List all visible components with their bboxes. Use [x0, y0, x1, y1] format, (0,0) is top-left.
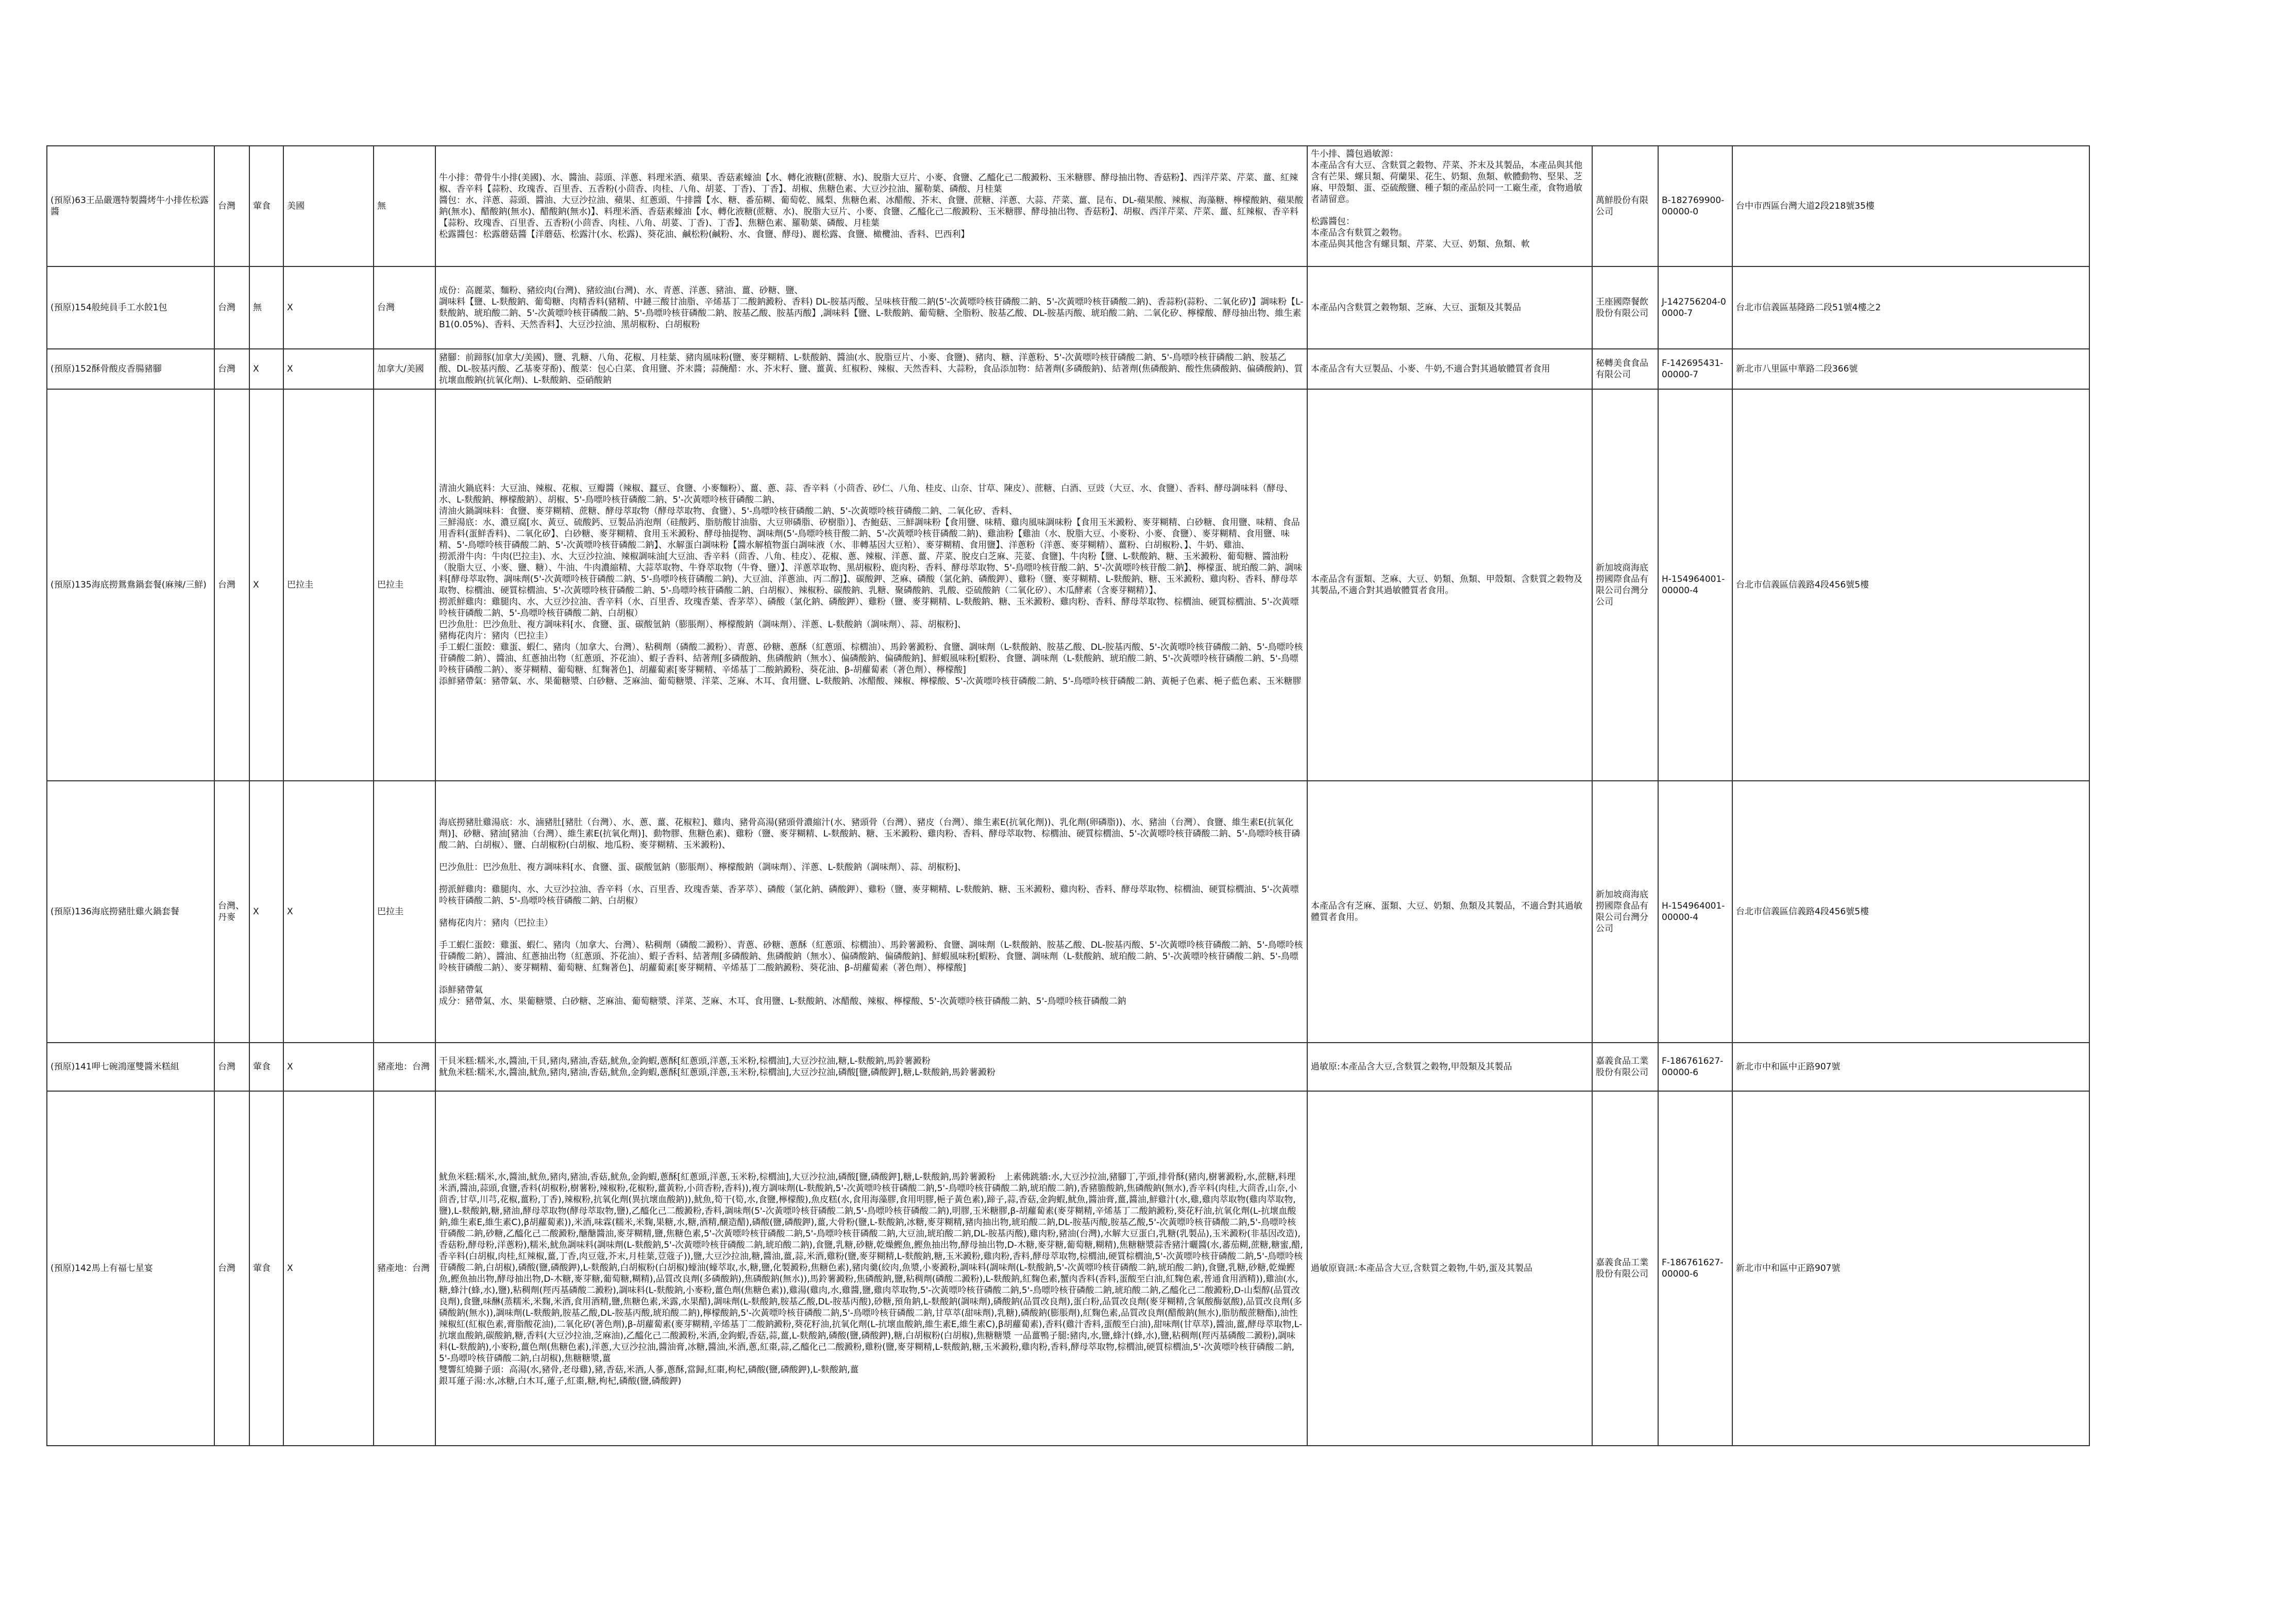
ingredient-paragraph: 醬包：水、洋蔥、蒜頭、醬油、大豆沙拉油、蘋果、紅蔥頭、牛排醬【水、糖、番茄糊、葡萄乾、鳳梨、焦糖色素、冰醋酸、芥末、食鹽、蔗糖、洋蔥、大蒜、芹菜、薑、昆布、DL-蘋果酸、辣椒、海藻糖、檸檬酸鈉、蘋果酸鈉(無水)、醋酸鈉(無水)、醋酸鈉(無水)】、料理米酒、香菇素蠔油【水、轉化液糖(蔗糖、水)、脫脂大豆片、小麥、食鹽、乙醯化己二酸澱粉、玉米糖膠、酵母抽出物、香菇粉】、胡椒、西洋芹菜、芹菜、薑、紅辣椒、香辛料【蒜粉、玫瑰香、百里香、五香粉(小茴香、肉桂、八角、胡荽、丁香)、丁香】、焦糖色素、羅勒葉、磷酸、月桂葉 — [439, 195, 1304, 228]
origin-cell: 台灣 — [214, 349, 249, 389]
table-row — [47, 1043, 2089, 1091]
address-cell: 台北市信義區信義路4段456號5樓 — [1732, 389, 2089, 781]
meat-origin-cell: 加拿大/美國 — [374, 349, 435, 389]
product-name-cell: (預原)142馬上有福七星宴 — [47, 1091, 214, 1446]
allergen-cell — [1307, 1091, 1592, 1446]
meat-origin-cell: 巴拉圭 — [374, 389, 435, 781]
allergen-line: 過敏原資訊:本產品含大豆,含麩質之穀物,牛奶,蛋及其製品 — [1311, 1263, 1532, 1274]
diet-cell: 葷食 — [249, 1091, 283, 1446]
ingredient-paragraph: 成分：豬帶氣、水、果葡糖漿、白砂糖、芝麻油、葡萄糖漿、洋菜、芝麻、木耳、食用鹽、L-麩酸鈉、冰醋酸、辣椒、檸檬酸、5'-次黃嘌呤核苷磷酸二鈉、5'-鳥嘌呤核苷磷酸二鈉 — [439, 996, 1126, 1007]
data-table — [46, 145, 2090, 1446]
table-row — [47, 1091, 2089, 1446]
ingredient-paragraph: 干貝米糕:糯米,水,醬油,干貝,豬肉,豬油,香菇,魷魚,金鉤蝦,蔥酥[紅蔥頭,洋蔥,玉米粉,棕櫚油],大豆沙拉油,糖,L-麩酸鈉,馬鈴薯澱粉 — [439, 1056, 931, 1066]
origin-cell: 台灣 — [214, 1091, 249, 1446]
origin-cell: 台灣 — [214, 1043, 249, 1091]
allergen-cell — [1307, 266, 1592, 349]
registration-number-cell: H-154964001-00000-4 — [1658, 389, 1732, 781]
ingredients-cell — [435, 781, 1307, 1043]
ingredient-paragraph: 海底撈豬肚雞湯底：水、滷豬肚[豬肚（台灣）、水、蔥、薑、花椒粒]、雞肉、豬骨高湯(豬頭骨濃縮汁(水、豬頭骨（台灣）、豬皮（台灣）、維生素E(抗氧化劑))、乳化劑(卵磷脂))、水、豬油（台灣）、食鹽、維生素E(抗氧化劑)]、砂糖、豬油[豬油（台灣）、維生素E(抗氧化劑)]、動物膠、焦糖色素)、雞粉（鹽、麥芽糊精、L-麩酸鈉、糖、玉米澱粉、雞肉粉、香料、酵母萃取物、棕櫚油、硬質棕櫚油、5'-次黃嘌呤核苷磷酸二鈉、5'-鳥嘌呤核苷磷酸二鈉、白胡椒）、鹽、白胡椒粉(白胡椒、地瓜粉、麥芽糊精、玉米澱粉)、 — [439, 817, 1301, 850]
table-row — [47, 349, 2089, 389]
meat-origin-cell: 無 — [374, 146, 435, 266]
allergen-line: 本產品含有麩質之穀物。 — [1311, 228, 1407, 238]
company-cell: 王座國際餐飲股份有限公司 — [1592, 266, 1658, 349]
ingredient-paragraph: 松露醬包：松露蘑菇醬【洋蘑菇、松露汁(水、松露)、葵花油、鹹松粉(鹹粉、水、食鹽、酵母)、麗松露、食鹽、橄欖油、香料、巴西利】 — [439, 229, 970, 240]
ingredient-paragraph — [439, 1161, 1304, 1171]
registration-number-cell: H-154964001-00000-4 — [1658, 781, 1732, 1043]
allergen-line: 本產品含有蛋類、芝麻、大豆、奶類、魚類、甲殼類、含麩質之穀物及其製品,不適合對其過敏體質者食用。 — [1311, 574, 1582, 596]
meat-origin-cell: 巴拉圭 — [374, 781, 435, 1043]
ingredient-paragraph: 撈派鮮雞肉：雞腿肉、水、大豆沙拉油、香辛料（水、百里香、玫瑰香葉、香茅萃）、磷酸（氯化鈉、磷酸鉀）、雞粉（鹽、麥芽糊精、L-麩酸鈉、糖、玉米澱粉、雞肉粉、香料、酵母萃取物、棕櫚油、硬質棕櫚油、5'-次黃嘌呤核苷磷酸二鈉、5'-鳥嘌呤核苷磷酸二鈉、白胡椒） — [439, 884, 1299, 906]
registration-number-cell: F-186761627-00000-6 — [1658, 1091, 1732, 1446]
allergen-line: 松露醬包： — [1311, 216, 1355, 227]
table-body — [47, 146, 2089, 1446]
allergen-line: 本產品含有芝麻、蛋類、大豆、奶類、魚類及其製品，不適合對其過敏體質者食用。 — [1311, 901, 1582, 923]
diet-cell: X — [249, 389, 283, 781]
product-name-cell: (預原)136海底撈豬肚雞火鍋套餐 — [47, 781, 214, 1043]
company-cell: 秘轉美食食品有限公司 — [1592, 349, 1658, 389]
diet-cell: X — [249, 349, 283, 389]
ingredient-paragraph — [439, 873, 1304, 884]
company-cell: 嘉義食品工業股份有限公司 — [1592, 1091, 1658, 1446]
ingredients-cell — [435, 146, 1307, 266]
allergen-line: 本產品含有大豆、含麩質之穀物、芹菜、芥末及其製品，本產品與其他含有芒果、螺貝類、荷蘭果、花生、奶類、魚類、軟體動物、堅果、芝麻、甲殼類、蛋、亞硫酸鹽、種子類的產品於同一工廠生產，食物過敏者請留意。 — [1311, 160, 1582, 205]
ingredient-paragraph: 手工蝦仁蛋餃：雞蛋、蝦仁、豬肉（加拿大、台灣）、粘稠劑（磷酸二澱粉）、青蔥、砂糖、蔥酥（紅蔥頭、棕櫚油）、馬鈴薯澱粉、食鹽、調味劑（L-麩酸鈉、胺基乙酸、DL-胺基丙酸、5'-次黃嘌呤核苷磷酸二鈉、5'-鳥嘌呤核苷磷酸二鈉）、醬油、紅蔥抽出物（紅蔥頭、芥花油）、蝦子香料、結著劑[多磷酸鈉、焦磷酸鈉（無水）、偏磷酸鈉、偏磷酸鈉]、鮮蝦風味粉[蝦粉、食鹽、調味劑（L-麩酸鈉、琥珀酸二鈉、5'-次黃嘌呤核苷磷酸二鈉、5'-鳥嘌呤核苷磷酸二鈉）、麥芽糊精、葡萄糖、紅麴著色]、胡蘿蔔素[麥芽糊精、辛烯基丁二酸鈉澱粉、葵花油、β-胡蘿蔔素（著色劑）、檸檬酸] — [439, 940, 1303, 973]
origin-material-cell: X — [283, 266, 374, 349]
origin-cell: 台灣 — [214, 389, 249, 781]
product-name-cell: (預原)63王品嚴選特製醬烤牛小排佐松露醬 — [47, 146, 214, 266]
meat-origin-cell: 豬產地：台灣 — [374, 1043, 435, 1091]
allergen-cell — [1307, 1043, 1592, 1091]
origin-cell: 台灣 — [214, 146, 249, 266]
ingredients-cell — [435, 1091, 1307, 1446]
origin-material-cell: X — [283, 1091, 374, 1446]
company-cell: 新加坡商海底撈國際食品有限公司台灣分公司 — [1592, 389, 1658, 781]
diet-cell: 葷食 — [249, 1043, 283, 1091]
ingredient-paragraph: 銀耳蓮子湯:水,冰糖,白木耳,蓮子,紅棗,糖,枸杞,磷酸(鹽,磷酸鉀) — [439, 1376, 682, 1386]
ingredient-paragraph: 添鮮豬帶氣：豬帶氣、水、果葡糖漿、白砂糖、芝麻油、葡萄糖漿、洋菜、芝麻、木耳、食用鹽、L-麩酸鈉、冰醋酸、辣椒、檸檬酸、5'-次黃嘌呤核苷磷酸二鈉、5'-鳥嘌呤核苷磷酸二鈉、黃梔子色素、梔子藍色素、玉米糖膠 — [439, 676, 1302, 687]
allergen-line: 本產品含有大豆製品、小麥、牛奶,不適合對其過敏體質者食用 — [1311, 364, 1550, 374]
registration-number-cell: J-142756204-00000-7 — [1658, 266, 1732, 349]
ingredient-paragraph — [439, 929, 1304, 940]
table-row — [47, 389, 2089, 781]
ingredient-paragraph: 巴沙魚肚：巴沙魚肚、複方調味料[水、食鹽、蛋、碳酸氫鈉（膨脹劑）、檸檬酸鈉（調味劑）、洋蔥、L-麩酸鈉（調味劑）、蒜、胡椒粉]、 — [439, 620, 967, 630]
ingredient-paragraph: 手工蝦仁蛋餃：雞蛋、蝦仁、豬肉（加拿大、台灣）、粘稠劑（磷酸二澱粉）、青蔥、砂糖、蔥酥（紅蔥頭、棕櫚油）、馬鈴薯澱粉、食鹽、調味劑（L-麩酸鈉、胺基乙酸、DL-胺基丙酸、5'-次黃嘌呤核苷磷酸二鈉、5'-鳥嘌呤核苷磷酸二鈉）、醬油、紅蔥抽出物（紅蔥頭、芥花油）、蝦子香料、結著劑[多磷酸鈉、焦磷酸鈉（無水）、偏磷酸鈉、偏磷酸鈉]、鮮蝦風味粉[蝦粉、食鹽、調味劑（L-麩酸鈉、琥珀酸二鈉、5'-次黃嘌呤核苷磷酸二鈉、5'-鳥嘌呤核苷磷酸二鈉）、麥芽糊精、葡萄糖、紅麴著色]、胡蘿蔔素[麥芽糊精、辛烯基丁二酸鈉澱粉、葵花油、β-胡蘿蔔素（著色劑）、檸檬酸] — [439, 642, 1303, 675]
address-cell: 台北市信義區基隆路二段51號4樓之2 — [1732, 266, 2089, 349]
ingredient-paragraph: 豬梅花肉片：豬肉（巴拉圭） — [439, 917, 553, 928]
ingredient-paragraph: 三鮮湯底：水、濃豆腐[水、黃豆、硫酸鈣、豆製品消泡劑（硅酸鈣、脂肪酸甘油脂、大豆卵磷脂、矽樹脂）]、杏鮑菇、三鮮調味粉【食用鹽、味精、雞肉風味調味粉【食用玉米澱粉、麥芽糊精、白砂糖、食用鹽、味精、食品用香料(蛋鮮香料)、二氧化矽】、白砂糖、麥芽糊精、食用玉米澱粉、酵母抽提物、調味劑(5'-鳥嘌呤核苷酸二鈉、5'-次黃嘌呤核苷磷酸二鈉)、雞油粉【雞油（水、脫脂大豆、小麥粉、小麥、食鹽）、麥芽糊精、食用鹽、味精、5'-鳥嘌呤核苷磷酸二鈉、5'-次黃嘌呤核苷磷酸二鈉】、水解蛋白調味粉【醬水解植物蛋白調味液（水、非轉基因大豆粕）、麥芽糊精、食用鹽】、洋蔥粉（洋蔥、麥芽糊精）、薑粉、白胡椒粉、】、牛奶、雞油、 — [439, 517, 1300, 550]
allergen-line: 本產品內含麩質之穀物類、芝麻、大豆、蛋類及其製品 — [1311, 303, 1521, 313]
ingredient-paragraph: 雙響紅燒獅子頭：高湯(水,豬骨,老母雞),豬,香菇,米酒,人蔘,蔥酥,當歸,紅棗,枸杞,磷酸(鹽,磷酸鉀),L-麩酸鈉,薑 — [439, 1365, 859, 1375]
allergen-line: 過敏原:本產品含大豆,含麩質之穀物,甲殼類及其製品 — [1311, 1062, 1512, 1072]
ingredient-paragraph: 添鮮豬帶氣 — [439, 984, 483, 995]
ingredient-paragraph: 撈派鮮雞肉：雞腿肉、水、大豆沙拉油、香辛料（水、百里香、玫瑰香葉、香茅萃）、磷酸（氯化鈉、磷酸鉀）、雞粉（鹽、麥芽糊精、L-麩酸鈉、糖、玉米澱粉、雞肉粉、香料、酵母萃取物、棕櫚油、硬質棕櫚油、5'-次黃嘌呤核苷磷酸二鈉、5'-鳥嘌呤核苷磷酸二鈉、白胡椒） — [439, 597, 1299, 618]
product-name-cell: (預原)135海底撈鴛鴦鍋套餐(麻辣/三鮮) — [47, 389, 214, 781]
ingredient-paragraph — [439, 974, 1304, 984]
ingredients-cell — [435, 349, 1307, 389]
origin-material-cell: 巴拉圭 — [283, 389, 374, 781]
address-cell: 新北市中和區中正路907號 — [1732, 1091, 2089, 1446]
address-cell: 台北市信義區信義路4段456號5樓 — [1732, 781, 2089, 1043]
ingredient-paragraph: 清油火鍋調味料：食鹽、麥芽糊精、蔗糖、酵母萃取物（酵母萃取物、食鹽）、5'-鳥嘌呤核苷磷酸二鈉、5'-次黃嘌呤核苷磷酸二鈉、二氧化矽、香料、 — [439, 506, 1018, 516]
origin-material-cell: 美國 — [283, 146, 374, 266]
allergen-line — [1311, 205, 1589, 216]
origin-material-cell: X — [283, 1043, 374, 1091]
ingredient-paragraph: 牛小排：帶骨牛小排(美國)、水、醬油、蒜頭、洋蔥、料理米酒、蘋果、香菇素蠔油【水、轉化液糖(蔗糖、水)、脫脂大豆片、小麥、食鹽、乙醯化己二酸澱粉、玉米糖膠、酵母抽出物、香菇粉】、西洋芹菜、芹菜、薑、紅辣椒、香辛料【蒜粉、玫瑰香、百里香、五香粉(小茴香、肉桂、八角、胡荽、丁香)、丁香】、胡椒、焦糖色素、大豆沙拉油、羅勒葉、磷酸、月桂葉 — [439, 173, 1298, 194]
ingredient-paragraph — [439, 851, 1304, 862]
ingredient-paragraph: 魷魚米糕:糯米,水,醬油,魷魚,豬肉,豬油,香菇,魷魚,金鉤蝦,蔥酥[紅蔥頭,洋蔥,玉米粉,棕櫚油],大豆沙拉油,磷酸[鹽,磷酸鉀],糖,L-麩酸鈉,馬鈴薯澱粉 上素佛跳牆:水,大豆沙拉油,豬腳丁,芋頭,排骨酥(豬肉,樹薯澱粉,水,蔗糖,料理米酒,醬油,蒜頭,食鹽,香料(胡椒粉,樹薯粉,辣椒粉,花椒粉,薑黃粉,小茴香粉,香料)),複方調味劑(L-麩酸鈉,5'-次黃嘌呤核苷磷酸二鈉,5'-鳥嘌呤核苷磷酸二鈉,琥珀酸二鈉),香豬膽酸鈉,焦磷酸鈉(無水),香辛料(肉桂,大茴香,山奈,小茴香,甘草,川芎,花椒,薑粉,丁香),辣椒粉,抗氧化劑(異抗壞血酸鈉)),魷魚,筍干(筍,水,食鹽,檸檬酸),魚皮糕(水,食用海藻膠,食用明膠,梔子黃色素),蹄子,蒜,香菇,金鉤蝦,魷魚,醬油膏,薑,醬油,鮮雞汁(水,雞,雞肉萃取物(雞肉萃取物,鹽),L-麩酸鈉,糖,豬油,酵母萃取物(酵母萃取物,鹽),乙醯化己二酸澱粉,香料,調味劑(5'-次黃嘌呤核苷磷酸二鈉,5'-鳥嘌呤核苷磷酸二鈉),明膠,玉米糖膠,β-胡蘿蔔素(麥芽糊精,辛烯基丁二酸鈉澱粉,葵花籽油,抗氧化劑(L-抗壞血酸鈉,維生素E,維生素C),β胡蘿蔔素)),米酒,味霖(糯米,米麴,果糖,水,糖,酒精,醸造醋),磷酸(鹽,磷酸鉀),薑,大骨粉(鹽,L-麩酸鈉,冰糖,麥芽糊精,豬肉抽出物,琥珀酸二鈉,DL-胺基丙酸,胺基乙酸,5'-次黃嘌呤核苷磷酸二鈉,5'-鳥嘌呤核苷磷酸二鈉,砂糖,乙醯化己二酸澱粉,醣醣醬油,麥芽糊精,鹽,焦糖色素,5'-次黃嘌呤核苷磷酸二鈉,5'-鳥嘌呤核苷磷酸二鈉,大豆油,琥珀酸二鈉,DL-胺基丙酸),雞肉粉,豬油(台灣),水解大豆蛋白,乳糖(乳製品),玉米澱粉(非基因改造),香菇粉,酵母粉,洋蔥粉),糯米,魷魚調味料(調味劑(L-麩酸鈉,5'-次黃嘌呤核苷磷酸二鈉,琥珀酸二鈉),食鹽,乳糖,砂糖,乾燥鰹魚,鰹魚抽出物,酵母抽出物,D-木糖,麥芽糖,葡萄糖,糊精),焦糖糖漿蒜香豬汁曬醬(水,蕃茄糊,蔗糖,糖蜜,醋,香辛料(白胡椒,肉桂,紅辣椒,薑,丁香,肉豆蔻,芥末,月桂葉,荳蔻子)),鹽,大豆沙拉油,糖,醬油,薑,蒜,米酒,雞粉(鹽,麥芽糊精,L-麩酸鈉,糖,玉米澱粉,雞肉粉,香料,酵母萃取物,棕櫚油,硬質棕櫚油,5'-次黃嘌呤核苷磷酸二鈉,5'-鳥嘌呤核苷磷酸二鈉,白胡椒),磷酸(鹽,磷酸鉀),L-麩酸鈉,白胡椒粉(白胡椒)蠔油(蠔萃取,水,糖,鹽,化製澱粉,焦糖色素),豬肉羹(絞肉,魚漿,小麥澱粉,調味料(調味劑(L-麩酸鈉,5'-次黃嘌呤核苷磷酸二鈉,琥珀酸二鈉),食鹽,乳糖,砂糖,乾燥鰹魚,鰹魚抽出物,酵母抽出物,D-木糖,麥芽糖,葡萄糖,糊精),品質改良劑(多磷酸鈉),焦磷酸鈉(無水)),馬鈴薯澱粉,焦磷酸鈉,鹽,粘稠劑(磷酸二澱粉),L-麩酸鈉,紅麴色素,蟹肉香料(香料,蛋酸至白油,紅麴色素,普通食用酒精)),雞油(水,糖,蜂汁(蜂,水),鹽),粘稠劑(羥丙基磷酸二澱粉),調味料(L-麩酸鈉,小麥粉,薑色劑(焦糖色素)),雞湯(雞肉,水,雞醬,鹽,雞肉萃取物,5'-次黃嘌呤核苷磷酸二鈉,5'-鳥嘌呤核苷磷酸二鈉,琥珀酸二鈉,乙醯化己二酸澱粉,D-山梨醇(品質改良劑),食鹽,味醂(蒸糯米,米麴,米酒,食用酒精,鹽,焦糖色素,米露,水果醋),調味劑(L-麩酸鈉,胺基乙酸,DL-胺基丙酸),砂糖,預角鈉,L-麩酸鈉(調味劑),磷酸鈉(品質改良劑),蛋白粉,品質改良劑(麥芽糊精,含氧酸酶氨酸),品質改良劑(多磷酸鈉(無水)),調味劑(L-麩酸鈉,胺基乙酸,DL-胺基丙酸,琥珀酸二鈉),檸檬酸鈉,5'-次黃嘌呤核苷磷酸二鈉,5'-鳥嘌呤核苷磷酸二鈉,甘草萃(甜味劑),乳糖),磷酸鈉(膨脹劑),紅麴色素,品質改良劑(醋酸鈉(無水),脂肪酸蔗糖酯),油性辣椒紅(紅椒色素,膏脂酸花油),二氧化矽(著色劑),β-胡蘿蔔素(麥芽糊精,辛烯基丁二酸鈉澱粉,葵花籽油,抗氧化劑(L-抗壞血酸鈉,維生素E,維生素C),β胡蘿蔔素),香料(雞汁香料,蛋酸至白油),甜味劑(甘草萃),醬油,薑,酵母萃取物,L-抗壞血酸鈉,碳酸鈉,糖,香料(大豆沙拉油,芝麻油),乙醯化己二酸澱粉,米酒,金鉤蝦,香菇,蒜,薑,L-麩酸鈉,磷酸(鹽,磷酸鉀),糖,白胡椒粉(白胡椒),焦糖糖漿 一品薑鴨子腿:豬肉,水,鹽,蜂汁(蜂,水),鹽,粘稠劑(羥丙基磷酸二澱粉),調味料(L-麩酸鈉),小麥粉,薑色劑(焦糖色素),洋蔥,大豆沙拉油,醬油膏,冰糖,醬油,米酒,蔥,紅棗,蒜,乙醯化己二酸澱粉,雞粉(鹽,麥芽糊精,L-麩酸鈉,糖,玉米澱粉,雞肉粉,香料,酵母萃取物,棕櫚油,硬質棕櫚油,5'-次黃嘌呤核苷磷酸二鈉,5'-鳥嘌呤核苷磷酸二鈉,白胡椒),焦糖糖漿,薑 — [439, 1172, 1303, 1364]
address-cell: 新北市八里區中華路二段366號 — [1732, 349, 2089, 389]
address-cell: 台中市西區台灣大道2段218號35樓 — [1732, 146, 2089, 266]
table-row — [47, 266, 2089, 349]
allergen-cell — [1307, 781, 1592, 1043]
origin-cell: 台灣 — [214, 266, 249, 349]
address-cell: 新北市中和區中正路907號 — [1732, 1043, 2089, 1091]
diet-cell: 葷食 — [249, 146, 283, 266]
company-cell: 新加坡商海底撈國際食品有限公司台灣分公司 — [1592, 781, 1658, 1043]
meat-origin-cell: 台灣 — [374, 266, 435, 349]
table-row — [47, 781, 2089, 1043]
ingredient-paragraph — [439, 907, 1304, 917]
ingredients-cell — [435, 389, 1307, 781]
ingredient-paragraph: 巴沙魚肚：巴沙魚肚、複方調味料[水、食鹽、蛋、碳酸氫鈉（膨脹劑）、檸檬酸鈉（調味劑）、洋蔥、L-麩酸鈉（調味劑）、蒜、胡椒粉]、 — [439, 862, 967, 873]
ingredient-paragraph: 成份：高麗菜、麵粉、豬絞肉(台灣)、豬絞油(台灣)、水、青蔥、洋蔥、豬油、薑、砂糖、鹽、 — [439, 286, 803, 296]
company-cell: 萬鮮股份有限公司 — [1592, 146, 1658, 266]
allergen-cell — [1307, 146, 1592, 266]
company-cell: 嘉義食品工業股份有限公司 — [1592, 1043, 1658, 1091]
ingredients-cell — [435, 266, 1307, 349]
origin-material-cell: X — [283, 349, 374, 389]
allergen-line: 本產品與其他含有螺貝類、芹菜、大豆、奶類、魚類、軟 — [1311, 239, 1530, 249]
ingredient-paragraph: 魷魚米糕:糯米,水,醬油,魷魚,豬肉,豬油,香菇,魷魚,金鉤蝦,蔥酥[紅蔥頭,洋蔥,玉米粉,棕櫚油],大豆沙拉油,磷酸[鹽,磷酸鉀],糖,L-麩酸鈉,馬鈴薯澱粉 — [439, 1067, 995, 1078]
allergen-line: 牛小排、醬包過敏源： — [1311, 149, 1398, 159]
diet-cell: 無 — [249, 266, 283, 349]
origin-cell: 台灣、丹麥 — [214, 781, 249, 1043]
diet-cell: X — [249, 781, 283, 1043]
ingredient-paragraph: 清油火鍋底料：大豆油、辣椒、花椒、豆瓣醬（辣椒、蠶豆、食鹽、小麥麵粉）、薑、蔥、蒜、香辛料（小茴香、砂仁、八角、桂皮、山奈、甘草、陳皮）、蔗糖、白酒、豆豉（大豆、水、食鹽）、香料、酵母調味料（酵母、水、L-麩酸鈉、檸檬酸鈉）、胡椒、5'-鳥嘌呤核苷磷酸二鈉、5'-次黃嘌呤核苷磷酸二鈉、 — [439, 483, 1293, 505]
table-row — [47, 146, 2089, 266]
ingredient-paragraph: 撈派滑牛肉：牛肉(巴拉圭)、水、大豆沙拉油、辣椒調味油[大豆油、香辛料（茴香、八角、桂皮）、花椒、蔥、辣椒、洋蔥、薑、芹菜、脫皮白芝麻、芫荽、食鹽]、牛肉粉【鹽、L-麩酸鈉、糖、玉米澱粉、葡萄糖、醬油粉（脫脂大豆、小麥、鹽、糖）、牛油、牛肉濃縮精、大蒜萃取物、牛脊萃取物（牛脊、鹽）】、洋蔥萃取物、黑胡椒粉、鹿肉粉、香料、酵母萃取物、5'-鳥嘌呤核苷酸二鈉、5'-次黃嘌呤核苷酸二鈉】、檸檬蛋、琥珀酸二鈉、調味料[酵母萃取物、調味劑(5'-次黃嘌呤核苷磷酸二鈉、5'-鳥嘌呤核苷磷酸二鈉)、大豆油、洋蔥油、丙二醇]】、碳酸鉀、芝麻、磷酸（氯化鈉、磷酸鉀）、雞粉（鹽、麥芽糊精、L-麩酸鈉、糖、玉米澱粉、雞肉粉、香料、酵母萃取物、棕櫚油、硬質棕櫚油、5'-次黃嘌呤核苷磷酸二鈉、5'-鳥嘌呤核苷磷酸二鈉、白胡椒）、辣椒粉、碳酸鈉、乳糖、聚磷酸鈉、乳酸、亞硫酸鈉（二氧化矽）、木瓜酵素（含麥芽糊精）】、 — [439, 551, 1303, 596]
product-name-cell: (預原)154般純員手工水餃1包 — [47, 266, 214, 349]
ingredient-paragraph: 調味料【鹽、L-麩酸鈉、葡萄糖、肉精香料(豬精、中鏈三酸甘油脂、辛烯基丁二酸鈉澱粉、香料) DL-胺基丙酸、呈味核苷酸二鈉(5'-次黃嘌呤核苷磷酸二鈉、5'-次黃嘌呤核苷磷酸二鈉)、香蒜粉(蒜粉、二氧化矽)】調味粉【L-麩酸鈉、琥珀酸二鈉、5'-次黃嘌呤核苷磷酸二鈉、5'-鳥嘌呤核苷磷酸二鈉、胺基乙酸、胺基丙酸】,調味料【鹽、L-麩酸鈉、葡萄糖、全脂粉、胺基乙酸、DL-胺基丙酸、琥珀酸二鈉、二氧化矽、檸檬酸、酵母抽出物、維生素B1(0.05%)、香料、天然香料】、大豆沙拉油、黑胡椒粉、白胡椒粉 — [439, 297, 1304, 330]
product-name-cell: (預原)141呷七碗鴻運雙醬米糕組 — [47, 1043, 214, 1091]
allergen-cell — [1307, 349, 1592, 389]
registration-number-cell: B-182769900-00000-0 — [1658, 146, 1732, 266]
product-name-cell: (預原)152酥骨酸皮香腸豬腳 — [47, 349, 214, 389]
registration-number-cell: F-142695431-00000-7 — [1658, 349, 1732, 389]
ingredient-paragraph — [439, 1150, 1304, 1161]
ingredient-paragraph: 豬腳：前蹄豚(加拿大/美國)、鹽、乳糖、八角、花椒、月桂葉、豬肉風味粉(鹽、麥芽糊精、L-麩酸鈉、醬油(水、脫脂豆片、小麥、食鹽)、豬肉、糖、洋蔥粉、5'-次黃嘌呤核苷磷酸二鈉、5'-鳥嘌呤核苷磷酸二鈉、胺基乙酸、DL-胺基丙酸、乙基麥芽酚)、酸菜：包心白菜、食用鹽、芥末醬；蒜醃醋：水、芥末籽、鹽、薑黃、紅椒粉、辣椒、天然香料、大蒜粉，食品添加物：結著劑(多磷酸鈉)、結著劑(焦磷酸鈉、酸性焦磷酸鈉、偏磷酸鈉)、質抗壞血酸鈉(抗氧化劑)、L-麩酸鈉、亞硝酸鈉 — [439, 353, 1303, 386]
allergen-cell — [1307, 389, 1592, 781]
origin-material-cell: X — [283, 781, 374, 1043]
ingredients-cell — [435, 1043, 1307, 1091]
ingredient-paragraph: 豬梅花肉片：豬肉（巴拉圭） — [439, 631, 553, 641]
meat-origin-cell: 豬產地：台灣 — [374, 1091, 435, 1446]
registration-number-cell: F-186761627-00000-6 — [1658, 1043, 1732, 1091]
